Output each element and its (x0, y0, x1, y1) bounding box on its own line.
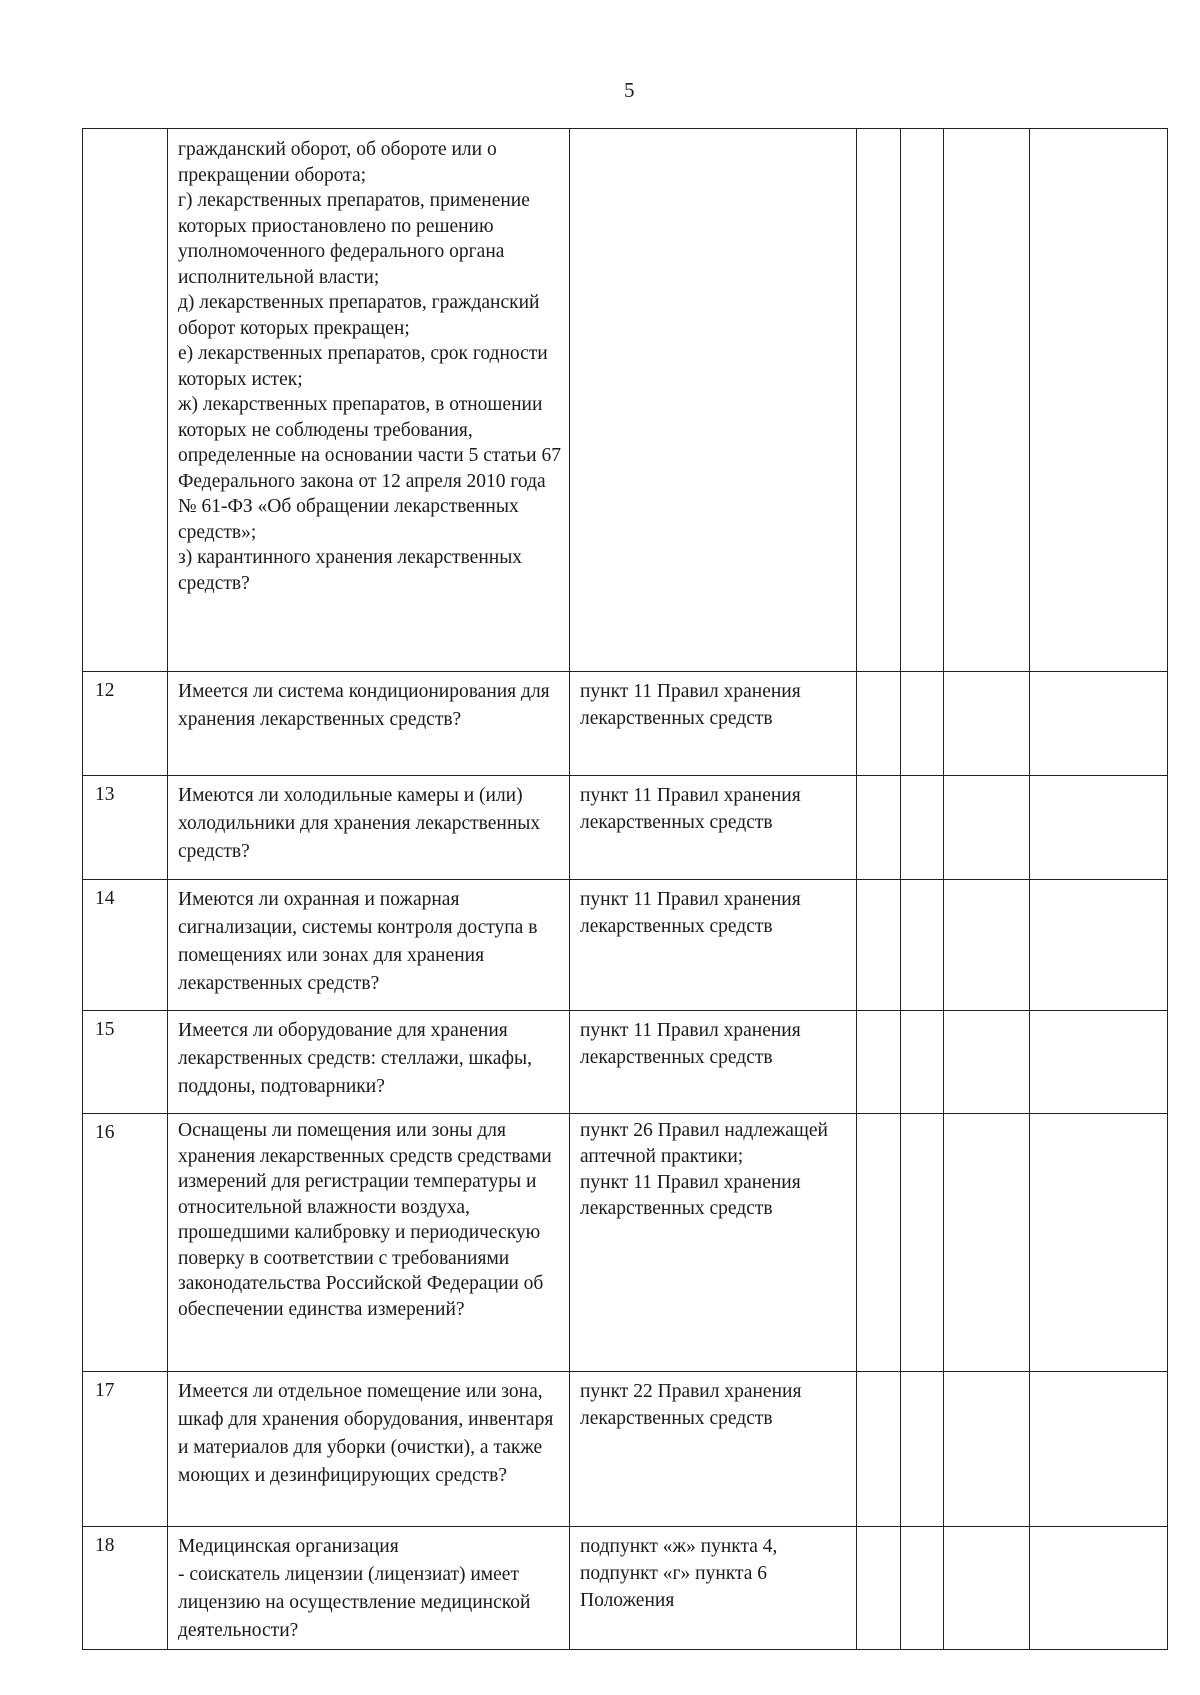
answer-yes-cell (857, 880, 901, 1011)
reference-cell (570, 129, 857, 672)
remarks-cell (1030, 880, 1168, 1011)
table-row (83, 1011, 1168, 1114)
question-cell: Медицинская организация - соискатель лицензии (лицензиат) имеет лицензию на осуществление медицинской деятельности? (168, 1527, 570, 1650)
question-cell: Имеется ли отдельное помещение или зона, шкаф для хранения оборудования, инвентаря и материалов для уборки (очистки), а также моющих и дезинфицирующих средств? (168, 1372, 570, 1527)
answer-na-cell (944, 129, 1030, 672)
reference-cell: пункт 11 Правил хранения лекарственных средств (570, 776, 857, 880)
reference-cell: пункт 22 Правил хранения лекарственных средств (570, 1372, 857, 1527)
row-number: 15 (83, 1011, 168, 1114)
answer-na-cell (944, 880, 1030, 1011)
table-row (83, 776, 1168, 880)
table-row (83, 1372, 1168, 1527)
row-number: 13 (83, 776, 168, 880)
page-number: 5 (624, 78, 635, 102)
remarks-cell (1030, 1114, 1168, 1372)
answer-na-cell (944, 1114, 1030, 1372)
table-row (83, 1527, 1168, 1650)
question-cell: Имеется ли система кондиционирования для хранения лекарственных средств? (168, 672, 570, 776)
checklist-table (82, 128, 1168, 1650)
table-row (83, 1114, 1168, 1372)
answer-yes-cell (857, 1114, 901, 1372)
row-number: 16 (83, 1114, 168, 1372)
reference-cell: пункт 11 Правил хранения лекарственных средств (570, 1011, 857, 1114)
reference-cell: подпункт «ж» пункта 4, подпункт «г» пункта 6 Положения (570, 1527, 857, 1650)
remarks-cell (1030, 1011, 1168, 1114)
remarks-cell (1030, 672, 1168, 776)
answer-yes-cell (857, 776, 901, 880)
table-row (83, 672, 1168, 776)
answer-yes-cell (857, 1372, 901, 1527)
answer-no-cell (901, 1114, 944, 1372)
question-cell: Имеются ли охранная и пожарная сигнализации, системы контроля доступа в помещениях или зонах для хранения лекарственных средств? (168, 880, 570, 1011)
answer-no-cell (901, 880, 944, 1011)
row-number: 18 (83, 1527, 168, 1650)
answer-no-cell (901, 1527, 944, 1650)
answer-no-cell (901, 776, 944, 880)
answer-na-cell (944, 1372, 1030, 1527)
answer-yes-cell (857, 672, 901, 776)
reference-cell: пункт 11 Правил хранения лекарственных средств (570, 672, 857, 776)
answer-na-cell (944, 1011, 1030, 1114)
question-cell: Оснащены ли помещения или зоны для хранения лекарственных средств средствами измерений для регистрации температуры и относительной влажности воздуха, прошедшими калибровку и периодическую поверку в соответствии с требованиями законодательства Российской Федерации об обеспечении единства измерений? (168, 1114, 570, 1372)
question-cell: Имеется ли оборудование для хранения лекарственных средств: стеллажи, шкафы, поддоны, подтоварники? (168, 1011, 570, 1114)
reference-cell: пункт 26 Правил надлежащей аптечной практики; пункт 11 Правил хранения лекарственных средств (570, 1114, 857, 1372)
question-cell: Имеются ли холодильные камеры и (или) холодильники для хранения лекарственных средств? (168, 776, 570, 880)
remarks-cell (1030, 776, 1168, 880)
reference-cell: пункт 11 Правил хранения лекарственных средств (570, 880, 857, 1011)
answer-na-cell (944, 776, 1030, 880)
answer-yes-cell (857, 1011, 901, 1114)
answer-yes-cell (857, 129, 901, 672)
answer-no-cell (901, 129, 944, 672)
remarks-cell (1030, 129, 1168, 672)
answer-no-cell (901, 672, 944, 776)
answer-no-cell (901, 1011, 944, 1114)
answer-na-cell (944, 672, 1030, 776)
table-row (83, 880, 1168, 1011)
row-number (83, 129, 168, 672)
question-cell: гражданский оборот, об обороте или о прекращении оборота; г) лекарственных препаратов, применение которых приостановлено по решению уполномоченного федерального органа исполнительной власти; д) лекарственных препаратов, гражданский оборот которых прекращен; е) лекарственных препаратов, срок годности которых истек; ж) лекарственных препаратов, в отношении которых не соблюдены требования, определенные на основании части 5 статьи 67 Федерального закона от 12 апреля 2010 года № 61-ФЗ «Об обращении лекарственных средств»; з) карантинного хранения лекарственных средств? (168, 129, 570, 672)
row-number: 14 (83, 880, 168, 1011)
remarks-cell (1030, 1527, 1168, 1650)
answer-na-cell (944, 1527, 1030, 1650)
row-number: 12 (83, 672, 168, 776)
row-number: 17 (83, 1372, 168, 1527)
answer-no-cell (901, 1372, 944, 1527)
answer-yes-cell (857, 1527, 901, 1650)
remarks-cell (1030, 1372, 1168, 1527)
table-row (83, 129, 1168, 672)
